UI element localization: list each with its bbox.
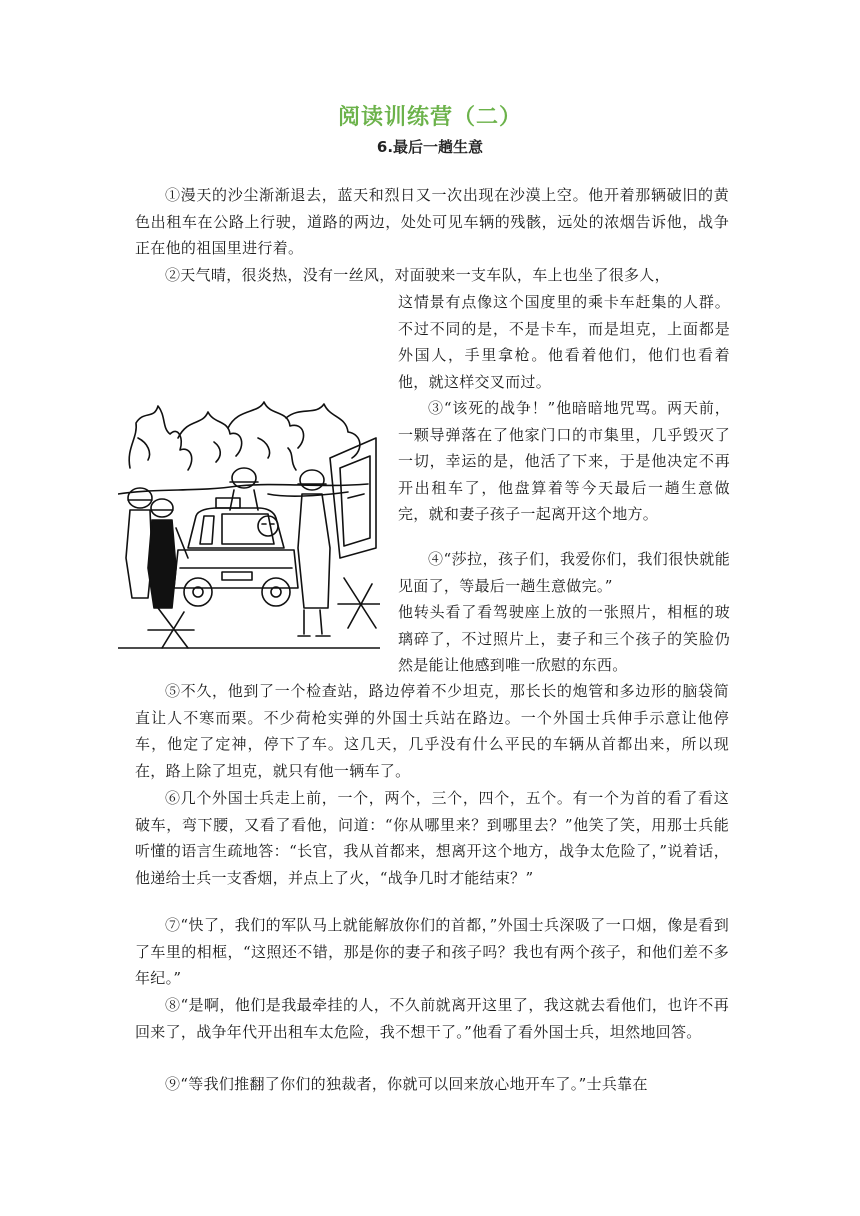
- paragraph-4-continued: 他转头看了看驾驶座上放的一张照片，相框的玻璃碎了，不过照片上，妻子和三个孩子的笑脸仍然是能让他感到唯一欣慰的东西。: [398, 603, 730, 674]
- paragraph-3: ③“该死的战争！”他暗暗地咒骂。两天前，一颗导弹落在了他家门口的市集里，几乎毁灭了一切，幸运的是，他活了下来，于是他决定不再开出租车了，他盘算着等今天最后一趟生意做完，就和妻子孩子一起离开这个地方。: [398, 399, 730, 523]
- driver: [258, 516, 278, 536]
- soldiers-left: [126, 488, 188, 608]
- paragraph-4-start: ④“莎拉，孩子们，我爱你们，我们很快就能见面了，等最后一趟生意做完。”: [398, 550, 730, 595]
- taxi-car: [174, 498, 298, 606]
- paragraph-2-continued: 这情景有点像这个国度里的乘卡车赶集的人群。不过不同的是，不是卡车，而是坦克，上面都是外国人，手里拿枪。他看着他们，他们也看着他，就这样交叉而过。: [398, 293, 730, 391]
- soldier-right: [288, 448, 330, 636]
- page-title: 阅读训练营（二）: [337, 105, 522, 130]
- paragraph-6: ⑥几个外国士兵走上前，一个，两个，三个，四个，五个。有一个为首的看了看这破车，弯下腰，又看了看他，问道：“你从哪里来？到哪里去？”他笑了笑，用那士兵能听懂的语言生疏地答：“长官，我从首都来，想离开这个地方，战争太危险了，”说着话，他递给士兵一支香烟，并点上了火，“战争几时才能结束？”: [135, 789, 729, 887]
- paragraph-9: ⑨“等我们推翻了你们的独裁者，你就可以回来放心地开车了。”士兵靠在: [165, 1075, 648, 1093]
- paragraph-7: ⑦“快了，我们的军队马上就能解放你们的首都，”外国士兵深吸了一口烟，像是看到了车里的相框，“这照还不错，那是你的妻子和孩子吗？我也有两个孩子，和他们差不多年纪。”: [135, 916, 729, 987]
- paragraph-1: ①漫天的沙尘渐渐退去，蓝天和烈日又一次出现在沙漠上空。他开着那辆破旧的黄色出租车在公路上行驶，道路的两边，处处可见车辆的残骸，远处的浓烟告诉他，战争正在他的祖国里进行着。: [135, 186, 729, 257]
- soldier-near-car: [230, 468, 258, 510]
- shelter: [330, 438, 376, 558]
- illustration-checkpoint-image: [118, 398, 380, 650]
- smoke-clouds: [129, 402, 360, 470]
- story-title: 6.最后一趟生意: [376, 138, 484, 156]
- paragraph-5: ⑤不久，他到了一个检查站，路边停着不少坦克，那长长的炮管和多边形的脑袋简直让人不寒而栗。不少荷枪实弹的外国士兵站在路边。一个外国士兵伸手示意让他停车，他定了定神，停下了车。这几天，几乎没有什么平民的车辆从首都出来，所以现在，路上除了坦克，就只有他一辆车了。: [135, 682, 729, 780]
- paragraph-8: ⑧“是啊，他们是我最牵挂的人，不久前就离开这里了，我这就去看他们，也许不再回来了，战争年代开出租车太危险，我不想干了。”他看了看外国士兵，坦然地回答。: [135, 996, 729, 1041]
- paragraph-2-start: ②天气晴，很炎热，没有一丝风，对面驶来一支车队，车上也坐了很多人，: [165, 266, 670, 284]
